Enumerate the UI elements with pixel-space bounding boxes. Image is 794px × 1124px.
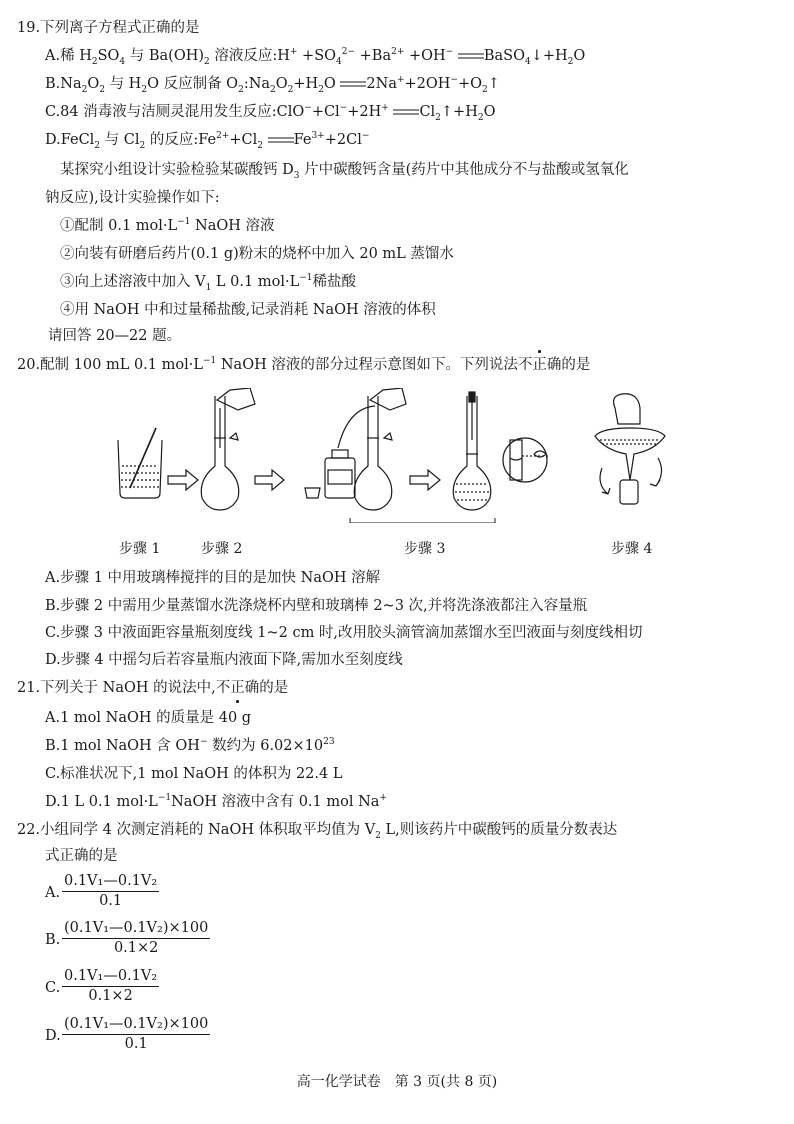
beaker-icon bbox=[118, 428, 162, 498]
step-label-1: 步骤 1 bbox=[119, 541, 161, 557]
intro-ask: 请回答 20—22 题。 bbox=[48, 328, 182, 344]
intro-step2: ②向装有研磨后药片(0.1 g)粉末的烧杯中加入 20 mL 蒸馏水 bbox=[60, 246, 454, 262]
q21-option-b[interactable]: B.1 mol NaOH 含 OH− 数约为 $6.02\times 10^{23}$ bbox=[45, 737, 335, 754]
step-label-3: 步骤 3 bbox=[404, 541, 446, 557]
volumetric-flask-icon bbox=[201, 388, 255, 510]
q19-option-a[interactable]: A.稀 $H_2SO_4$ 与 $Ba(OH)_2$ 溶液反应:H+ $+SO_4^{2-} +Ba^{2+} +OH^-$ $BaSO_4↓+H_2O$ bbox=[45, 47, 586, 67]
q21-option-d[interactable]: D.1 L 0.1 $mol\cdot L^{-1}NaOH$ 溶液中含有 0.1 mol Na+ bbox=[45, 793, 387, 810]
q22-stem-line2: 式正确的是 bbox=[45, 848, 118, 864]
q22-option-a-fraction[interactable]: $\frac{\text{0.1V₁—0.1V₂}}{0.1}$ bbox=[64, 873, 158, 909]
intro-step3: ③向上述溶液中加入 $V_1$ L 0.1 $mol\cdot L^{-1}$稀盐酸 bbox=[60, 273, 356, 293]
page-footer: 高一化学试卷 第 3 页(共 8 页) bbox=[296, 1074, 498, 1090]
volumetric-flask-icon bbox=[354, 388, 406, 510]
meniscus-eye-icon bbox=[503, 438, 548, 482]
q22-option-c-fraction[interactable]: $\frac{\text{0.1V₁—0.1V₂}}{0.1\times 2}$ bbox=[64, 968, 158, 1004]
q19-option-c[interactable]: C.84 消毒液与洁厕灵混用发生反应:ClO−+Cl−+2H+ $Cl_2↑+H_2O$ bbox=[45, 103, 496, 123]
q20-option-a[interactable]: A.步骤 1 中用玻璃棒搅拌的目的是加快 NaOH 溶解 bbox=[45, 570, 381, 586]
q21-option-a[interactable]: A.1 mol NaOH 的质量是 40 g bbox=[45, 710, 252, 726]
step-label-2: 步骤 2 bbox=[201, 541, 243, 557]
arrow-right-icon bbox=[255, 470, 284, 490]
dropper-icon bbox=[453, 392, 491, 510]
reagent-bottle-icon bbox=[305, 406, 375, 498]
q19-stem: 19.下列离子方程式正确的是 bbox=[17, 20, 200, 36]
q20-stem: 20.配制 100 mL 0.1 $mol\cdot L^{-1}$ NaOH 溶液的部分过程示意图如下。下列说法不正确的是 bbox=[17, 356, 591, 373]
q19-option-d[interactable]: D.FeCl$_2$ 与 $Cl_2$ 的反应$:Fe^{2+}+Cl_2$ $Fe^{3+}+2Cl^-$ bbox=[45, 131, 370, 151]
equals-double-icon bbox=[268, 130, 294, 150]
step-label-4: 步骤 4 bbox=[611, 541, 653, 557]
intro-line1: 某探究小组设计实验检验某碳酸钙 $D_3$ 片中碳酸钙含量(药片中其他成分不与盐酸或氢氧化 bbox=[60, 162, 629, 181]
q21-stem: 21.下列关于 NaOH 的说法中,不正确的是 bbox=[17, 680, 289, 696]
q20-option-c[interactable]: C.步骤 3 中液面距容量瓶刻度线 1~2 cm 时,改用胶头滴管滴加蒸馏水至凹液面与刻度线相切 bbox=[45, 625, 643, 641]
q20-option-d[interactable]: D.步骤 4 中摇匀后若容量瓶内液面下降,需加水至刻度线 bbox=[45, 652, 403, 668]
q21-option-c[interactable]: C.标准状况下,1 mol NaOH 的体积为 22.4 L bbox=[45, 766, 343, 782]
step3-bracket bbox=[350, 518, 495, 523]
q22-option-d-fraction[interactable]: $\frac{\text{(0.1V₁—0.1V₂)×100}}{0.1}$ bbox=[64, 1016, 209, 1052]
intro-line2: 钠反应),设计实验操作如下: bbox=[45, 190, 220, 206]
arrow-right-icon bbox=[410, 470, 440, 490]
q20-option-b[interactable]: B.步骤 2 中需用少量蒸馏水洗涤烧杯内壁和玻璃棒 2~3 次,并将洗涤液都注入容量瓶 bbox=[45, 598, 588, 614]
equals-double-icon bbox=[340, 74, 366, 94]
q22-option-d-label[interactable]: D. bbox=[45, 1028, 61, 1044]
q19-option-b[interactable]: $B.Na_2O_2$ 与 $H_2O$ 反应制备 $O_2:Na_2O_2+H_2O$ $2Na^++2OH^-+O_2↑$ bbox=[45, 75, 500, 95]
equals-double-icon bbox=[393, 102, 419, 122]
shaking-hand-icon bbox=[595, 394, 665, 504]
equals-double-icon bbox=[458, 46, 484, 66]
q22-option-b-fraction[interactable]: $\frac{\text{(0.1V₁—0.1V₂)×100}}{0.1\times 2}$ bbox=[64, 920, 209, 956]
q22-option-a-label[interactable]: A. bbox=[45, 885, 61, 901]
q22-option-c-label[interactable]: C. bbox=[45, 980, 61, 996]
solution-prep-figure bbox=[110, 388, 670, 523]
q22-stem-line1: 22.小组同学 4 次测定消耗的 NaOH 体积取平均值为 $V_2$ L,则该药片中碳酸钙的质量分数表达 bbox=[17, 822, 618, 841]
arrow-right-icon bbox=[168, 470, 198, 490]
intro-step4: ④用 NaOH 中和过量稀盐酸,记录消耗 NaOH 溶液的体积 bbox=[60, 302, 436, 318]
q22-option-b-label[interactable]: B. bbox=[45, 932, 61, 948]
intro-step1: ①配制 0.1 $mol\cdot L^{-1}$ NaOH 溶液 bbox=[60, 217, 275, 234]
